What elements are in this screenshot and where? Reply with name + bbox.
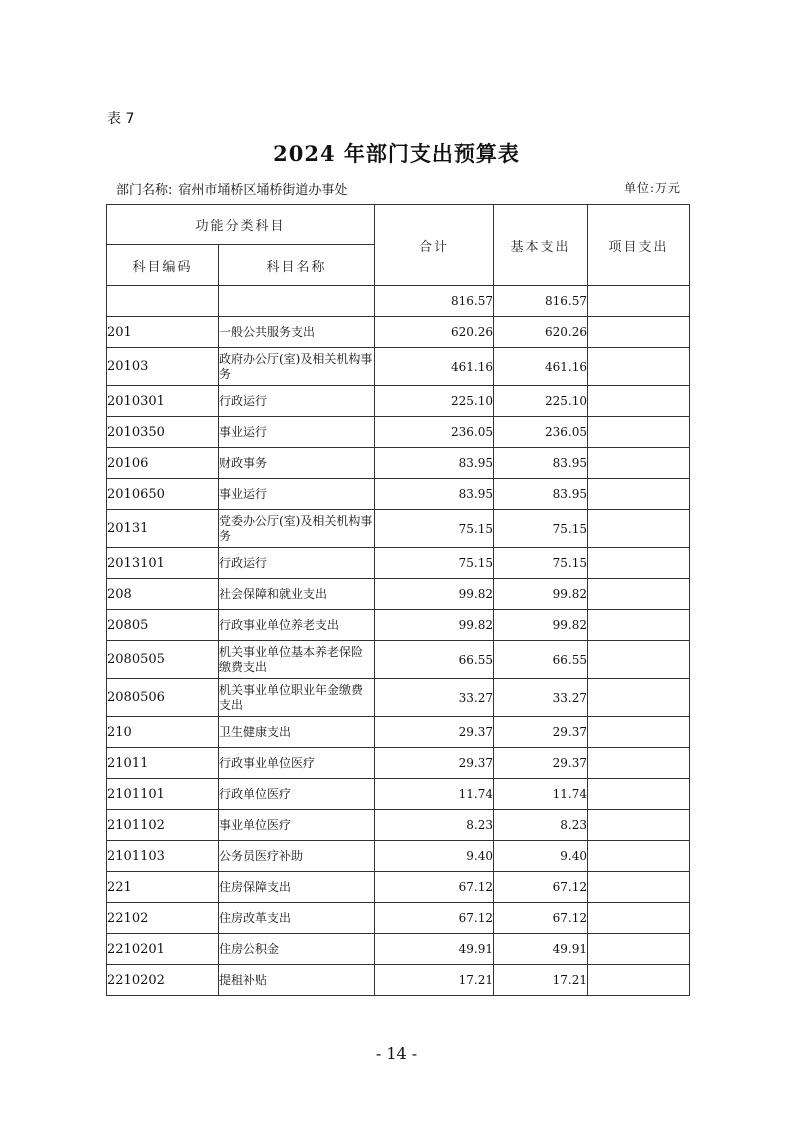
project-expenditure-cell	[588, 610, 690, 641]
basic-expenditure-cell: 99.82	[494, 610, 588, 641]
table-number: 表 7	[107, 111, 135, 127]
basic-expenditure-cell: 83.95	[494, 479, 588, 510]
subject-name-cell: 公务员医疗补助	[219, 841, 375, 872]
project-expenditure-cell	[588, 717, 690, 748]
department-label: 部门名称:	[116, 183, 173, 198]
project-expenditure-cell	[588, 965, 690, 996]
subject-name-cell: 行政运行	[219, 548, 375, 579]
header-total: 合计	[375, 205, 494, 286]
total-cell: 67.12	[375, 903, 494, 934]
total-cell: 225.10	[375, 386, 494, 417]
basic-expenditure-cell: 8.23	[494, 810, 588, 841]
project-expenditure-cell	[588, 579, 690, 610]
subject-code-cell: 20805	[107, 610, 219, 641]
subject-name-cell	[219, 286, 375, 317]
project-expenditure-cell	[588, 417, 690, 448]
project-expenditure-cell	[588, 286, 690, 317]
total-cell: 236.05	[375, 417, 494, 448]
subject-code-cell: 20131	[107, 510, 219, 548]
project-expenditure-cell	[588, 548, 690, 579]
subject-code-cell: 2080506	[107, 679, 219, 717]
subject-code-cell: 221	[107, 872, 219, 903]
total-cell: 29.37	[375, 717, 494, 748]
basic-expenditure-cell: 620.26	[494, 317, 588, 348]
table-body	[107, 286, 690, 996]
page-title: 2024 年部门支出预算表	[273, 141, 520, 166]
project-expenditure-cell	[588, 679, 690, 717]
subject-code-cell: 20103	[107, 348, 219, 386]
subject-code-cell	[107, 286, 219, 317]
department-name: 宿州市埇桥区埇桥街道办事处	[178, 183, 348, 198]
subject-name-cell: 机关事业单位基本养老保险缴费支出	[219, 641, 375, 679]
basic-expenditure-cell: 33.27	[494, 679, 588, 717]
total-cell: 99.82	[375, 610, 494, 641]
total-cell: 461.16	[375, 348, 494, 386]
project-expenditure-cell	[588, 841, 690, 872]
table-row	[107, 548, 690, 579]
subject-code-cell: 2101102	[107, 810, 219, 841]
basic-expenditure-cell: 66.55	[494, 641, 588, 679]
budget-table	[106, 204, 690, 996]
total-cell: 83.95	[375, 479, 494, 510]
department-info	[116, 179, 347, 198]
table-row	[107, 510, 690, 548]
basic-expenditure-cell: 29.37	[494, 717, 588, 748]
basic-expenditure-cell: 67.12	[494, 872, 588, 903]
project-expenditure-cell	[588, 479, 690, 510]
table-row	[107, 579, 690, 610]
project-expenditure-cell	[588, 810, 690, 841]
table-row	[107, 448, 690, 479]
subject-code-cell: 2210201	[107, 934, 219, 965]
subject-name-cell: 卫生健康支出	[219, 717, 375, 748]
subject-name-cell: 行政事业单位养老支出	[219, 610, 375, 641]
project-expenditure-cell	[588, 903, 690, 934]
subject-code-cell: 21011	[107, 748, 219, 779]
basic-expenditure-cell: 225.10	[494, 386, 588, 417]
basic-expenditure-cell: 67.12	[494, 903, 588, 934]
project-expenditure-cell	[588, 872, 690, 903]
table-row	[107, 965, 690, 996]
basic-expenditure-cell: 75.15	[494, 548, 588, 579]
project-expenditure-cell	[588, 748, 690, 779]
subject-code-cell: 2210202	[107, 965, 219, 996]
total-cell: 9.40	[375, 841, 494, 872]
subject-code-cell: 2010650	[107, 479, 219, 510]
table-row	[107, 286, 690, 317]
total-cell: 83.95	[375, 448, 494, 479]
basic-expenditure-cell: 83.95	[494, 448, 588, 479]
project-expenditure-cell	[588, 510, 690, 548]
table-row	[107, 386, 690, 417]
basic-expenditure-cell: 236.05	[494, 417, 588, 448]
header-subject-name: 科目名称	[219, 245, 375, 286]
basic-expenditure-cell: 17.21	[494, 965, 588, 996]
header-project-expenditure: 项目支出	[588, 205, 690, 286]
header-basic-expenditure: 基本支出	[494, 205, 588, 286]
basic-expenditure-cell: 9.40	[494, 841, 588, 872]
table-row	[107, 841, 690, 872]
total-cell: 66.55	[375, 641, 494, 679]
header-function-category: 功能分类科目	[107, 205, 375, 245]
subject-code-cell: 208	[107, 579, 219, 610]
subject-name-cell: 事业单位医疗	[219, 810, 375, 841]
subject-code-cell: 2010350	[107, 417, 219, 448]
table-row	[107, 317, 690, 348]
total-cell: 11.74	[375, 779, 494, 810]
total-cell: 75.15	[375, 548, 494, 579]
table-row	[107, 348, 690, 386]
total-cell: 99.82	[375, 579, 494, 610]
subject-name-cell: 行政事业单位医疗	[219, 748, 375, 779]
total-cell: 33.27	[375, 679, 494, 717]
subject-name-cell: 住房保障支出	[219, 872, 375, 903]
total-cell: 29.37	[375, 748, 494, 779]
total-cell: 816.57	[375, 286, 494, 317]
table-row	[107, 610, 690, 641]
table-row	[107, 479, 690, 510]
subject-name-cell: 事业运行	[219, 417, 375, 448]
subject-code-cell: 210	[107, 717, 219, 748]
total-cell: 49.91	[375, 934, 494, 965]
basic-expenditure-cell: 49.91	[494, 934, 588, 965]
table-row	[107, 417, 690, 448]
table-row	[107, 679, 690, 717]
subject-name-cell: 行政单位医疗	[219, 779, 375, 810]
subject-name-cell: 机关事业单位职业年金缴费支出	[219, 679, 375, 717]
table-row	[107, 810, 690, 841]
basic-expenditure-cell: 99.82	[494, 579, 588, 610]
table-row	[107, 641, 690, 679]
project-expenditure-cell	[588, 317, 690, 348]
total-cell: 67.12	[375, 872, 494, 903]
project-expenditure-cell	[588, 386, 690, 417]
subject-name-cell: 财政事务	[219, 448, 375, 479]
subject-code-cell: 2101101	[107, 779, 219, 810]
basic-expenditure-cell: 75.15	[494, 510, 588, 548]
subject-code-cell: 2080505	[107, 641, 219, 679]
subject-name-cell: 住房改革支出	[219, 903, 375, 934]
basic-expenditure-cell: 11.74	[494, 779, 588, 810]
table-row	[107, 717, 690, 748]
basic-expenditure-cell: 816.57	[494, 286, 588, 317]
project-expenditure-cell	[588, 641, 690, 679]
total-cell: 75.15	[375, 510, 494, 548]
subject-name-cell: 政府办公厅(室)及相关机构事务	[219, 348, 375, 386]
table-row	[107, 934, 690, 965]
header-subject-code: 科目编码	[107, 245, 219, 286]
subject-name-cell: 党委办公厅(室)及相关机构事务	[219, 510, 375, 548]
subject-code-cell: 22102	[107, 903, 219, 934]
total-cell: 620.26	[375, 317, 494, 348]
total-cell: 17.21	[375, 965, 494, 996]
page-number: - 14 -	[375, 1044, 418, 1063]
subject-code-cell: 20106	[107, 448, 219, 479]
basic-expenditure-cell: 29.37	[494, 748, 588, 779]
total-cell: 8.23	[375, 810, 494, 841]
unit-label: 单位:万元	[623, 181, 681, 195]
subject-code-cell: 201	[107, 317, 219, 348]
project-expenditure-cell	[588, 779, 690, 810]
basic-expenditure-cell: 461.16	[494, 348, 588, 386]
project-expenditure-cell	[588, 348, 690, 386]
subject-name-cell: 社会保障和就业支出	[219, 579, 375, 610]
subject-name-cell: 住房公积金	[219, 934, 375, 965]
project-expenditure-cell	[588, 934, 690, 965]
table-row	[107, 748, 690, 779]
table-row	[107, 903, 690, 934]
table-row	[107, 779, 690, 810]
table-row	[107, 872, 690, 903]
subject-code-cell: 2013101	[107, 548, 219, 579]
subject-name-cell: 提租补贴	[219, 965, 375, 996]
subject-name-cell: 事业运行	[219, 479, 375, 510]
subject-code-cell: 2101103	[107, 841, 219, 872]
subject-name-cell: 一般公共服务支出	[219, 317, 375, 348]
project-expenditure-cell	[588, 448, 690, 479]
subject-code-cell: 2010301	[107, 386, 219, 417]
subject-name-cell: 行政运行	[219, 386, 375, 417]
